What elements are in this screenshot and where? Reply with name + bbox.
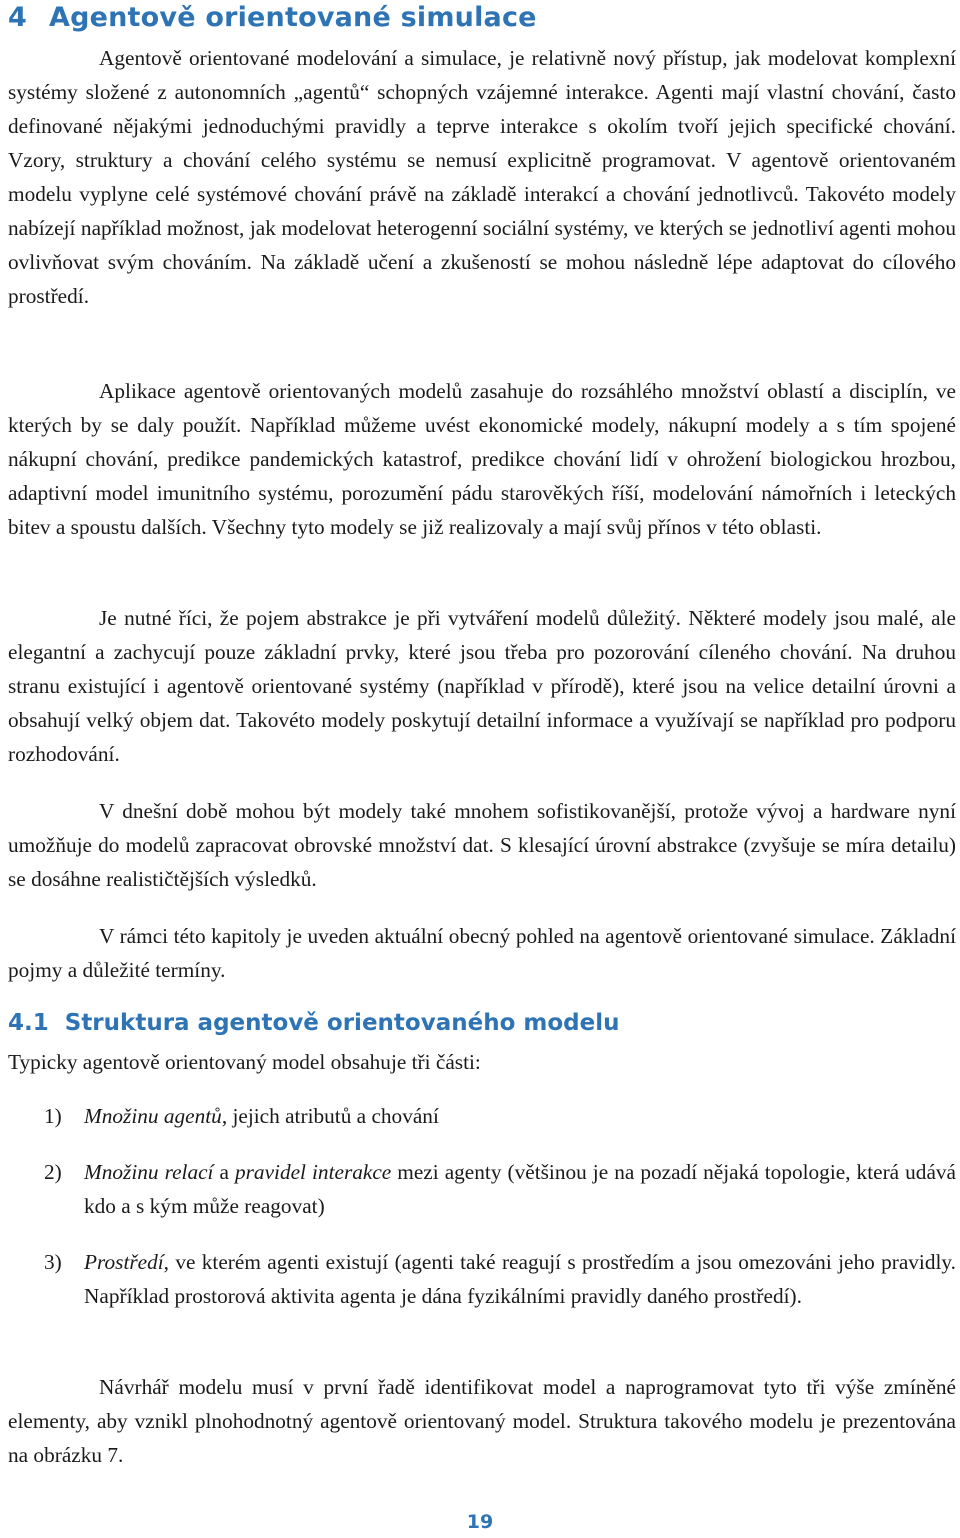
list-item-text: a xyxy=(213,1160,235,1184)
section-heading xyxy=(8,1010,619,1036)
list-item-content xyxy=(84,1155,956,1223)
list-item-text: , ve kterém agenti existují (agenti také reagují s prostředím a jsou omezováni jeho pravidly. Například prostorová aktivita agenta je dána fyzikálními pravidly daného prostředí). xyxy=(84,1250,956,1308)
list-item-content xyxy=(84,1245,956,1313)
list-item-1 xyxy=(44,1099,956,1133)
list-item-emphasis: Prostředí xyxy=(84,1250,164,1274)
chapter-heading xyxy=(8,2,537,33)
section-number: 4.1 xyxy=(8,1010,49,1036)
list-item-3 xyxy=(44,1245,956,1313)
list-item-2 xyxy=(44,1155,956,1223)
list-item-emphasis: Množinu relací xyxy=(84,1160,214,1184)
list-marker: 3) xyxy=(44,1250,62,1274)
section-title: Struktura agentově orientovaného modelu xyxy=(64,1010,620,1036)
list-item-text-2: mezi agenty (většinou je na pozadí nějaká topologie, která udává kdo a s kým může reagovat) xyxy=(84,1160,957,1218)
list-item-emphasis: Množinu agentů xyxy=(84,1104,222,1128)
paragraph-applications: Aplikace agentově orientovaných modelů zasahuje do rozsáhlého množství oblastí a disciplín, ve kterých by se daly použít. Například můžeme uvést ekonomické modely, nákupní modely a s tím spojené nákupní chování, predikce pandemických katastrof, predikce chování lidí v ohrožení biologickou hrozbou, adaptivní model imunitního systému, porozumění pádu starověkých říší, modelování námořních i leteckých bitev a spoustu dalších. Všechny tyto modely se již realizovaly a mají svůj přínos v této oblasti. xyxy=(8,379,956,539)
page-number: 19 xyxy=(466,1511,494,1533)
chapter-title: Agentově orientované simulace xyxy=(49,2,537,33)
paragraph-abstraction: Je nutné říci, že pojem abstrakce je při vytváření modelů důležitý. Některé modely jsou malé, ale elegantní a zachycují pouze základní prvky, které jsou třeba pro pozorování cíleného chování. Na druhou stranu existující i agentově orientované systémy (například v přírodě), které jsou na velice detailní úrovni a obsahují velký objem dat. Takovéto modely poskytují detailní informace a využívají se například pro podporu rozhodování. xyxy=(8,606,956,766)
list-intro: Typicky agentově orientovaný model obsahuje tři části: xyxy=(8,1050,481,1074)
list-marker: 1) xyxy=(44,1104,62,1128)
list-item-text: , jejich atributů a chování xyxy=(221,1104,439,1128)
paragraph-closing: Návrhář modelu musí v první řadě identifikovat model a naprogramovat tyto tři výše zmíněné elementy, aby vznikl plnohodnotný agentově orientovaný model. Struktura takového modelu je prezentována na obrázku 7. xyxy=(8,1375,956,1467)
paragraph-modern-models: V dnešní době mohou být modely také mnohem sofistikovanější, protože vývoj a hardware nyní umožňuje do modelů zapracovat obrovské množství dat. S klesající úrovní abstrakce (zvyšuje se míra detailu) se dosáhne realističtějších výsledků. xyxy=(8,799,956,891)
list-item-content xyxy=(84,1099,956,1133)
list-item-emphasis-2: pravidel interakce xyxy=(235,1160,392,1184)
list-marker: 2) xyxy=(44,1160,62,1184)
paragraph-chapter-scope: V rámci této kapitoly je uveden aktuální obecný pohled na agentově orientované simulace. Základní pojmy a důležité termíny. xyxy=(8,924,956,982)
chapter-number: 4 xyxy=(8,2,27,33)
paragraph-intro: Agentově orientované modelování a simulace, je relativně nový přístup, jak modelovat komplexní systémy složené z autonomních „agentů“ schopných vzájemné interakce. Agenti mají vlastní chování, často definované nějakými jednoduchými pravidly a teprve interakce s okolím tvoří jejich specifické chování. Vzory, struktury a chování celého systému se nemusí explicitně programovat. V agentově orientovaném modelu vyplyne celé systémové chování právě na základě interakcí a chování jednotlivců. Takovéto modely nabízejí například možnost, jak modelovat heterogenní sociální systémy, ve kterých se jednotliví agenti mohou ovlivňovat svým chováním. Na základě učení a zkušeností se mohou následně lépe adaptovat do cílového prostředí. xyxy=(8,46,956,308)
